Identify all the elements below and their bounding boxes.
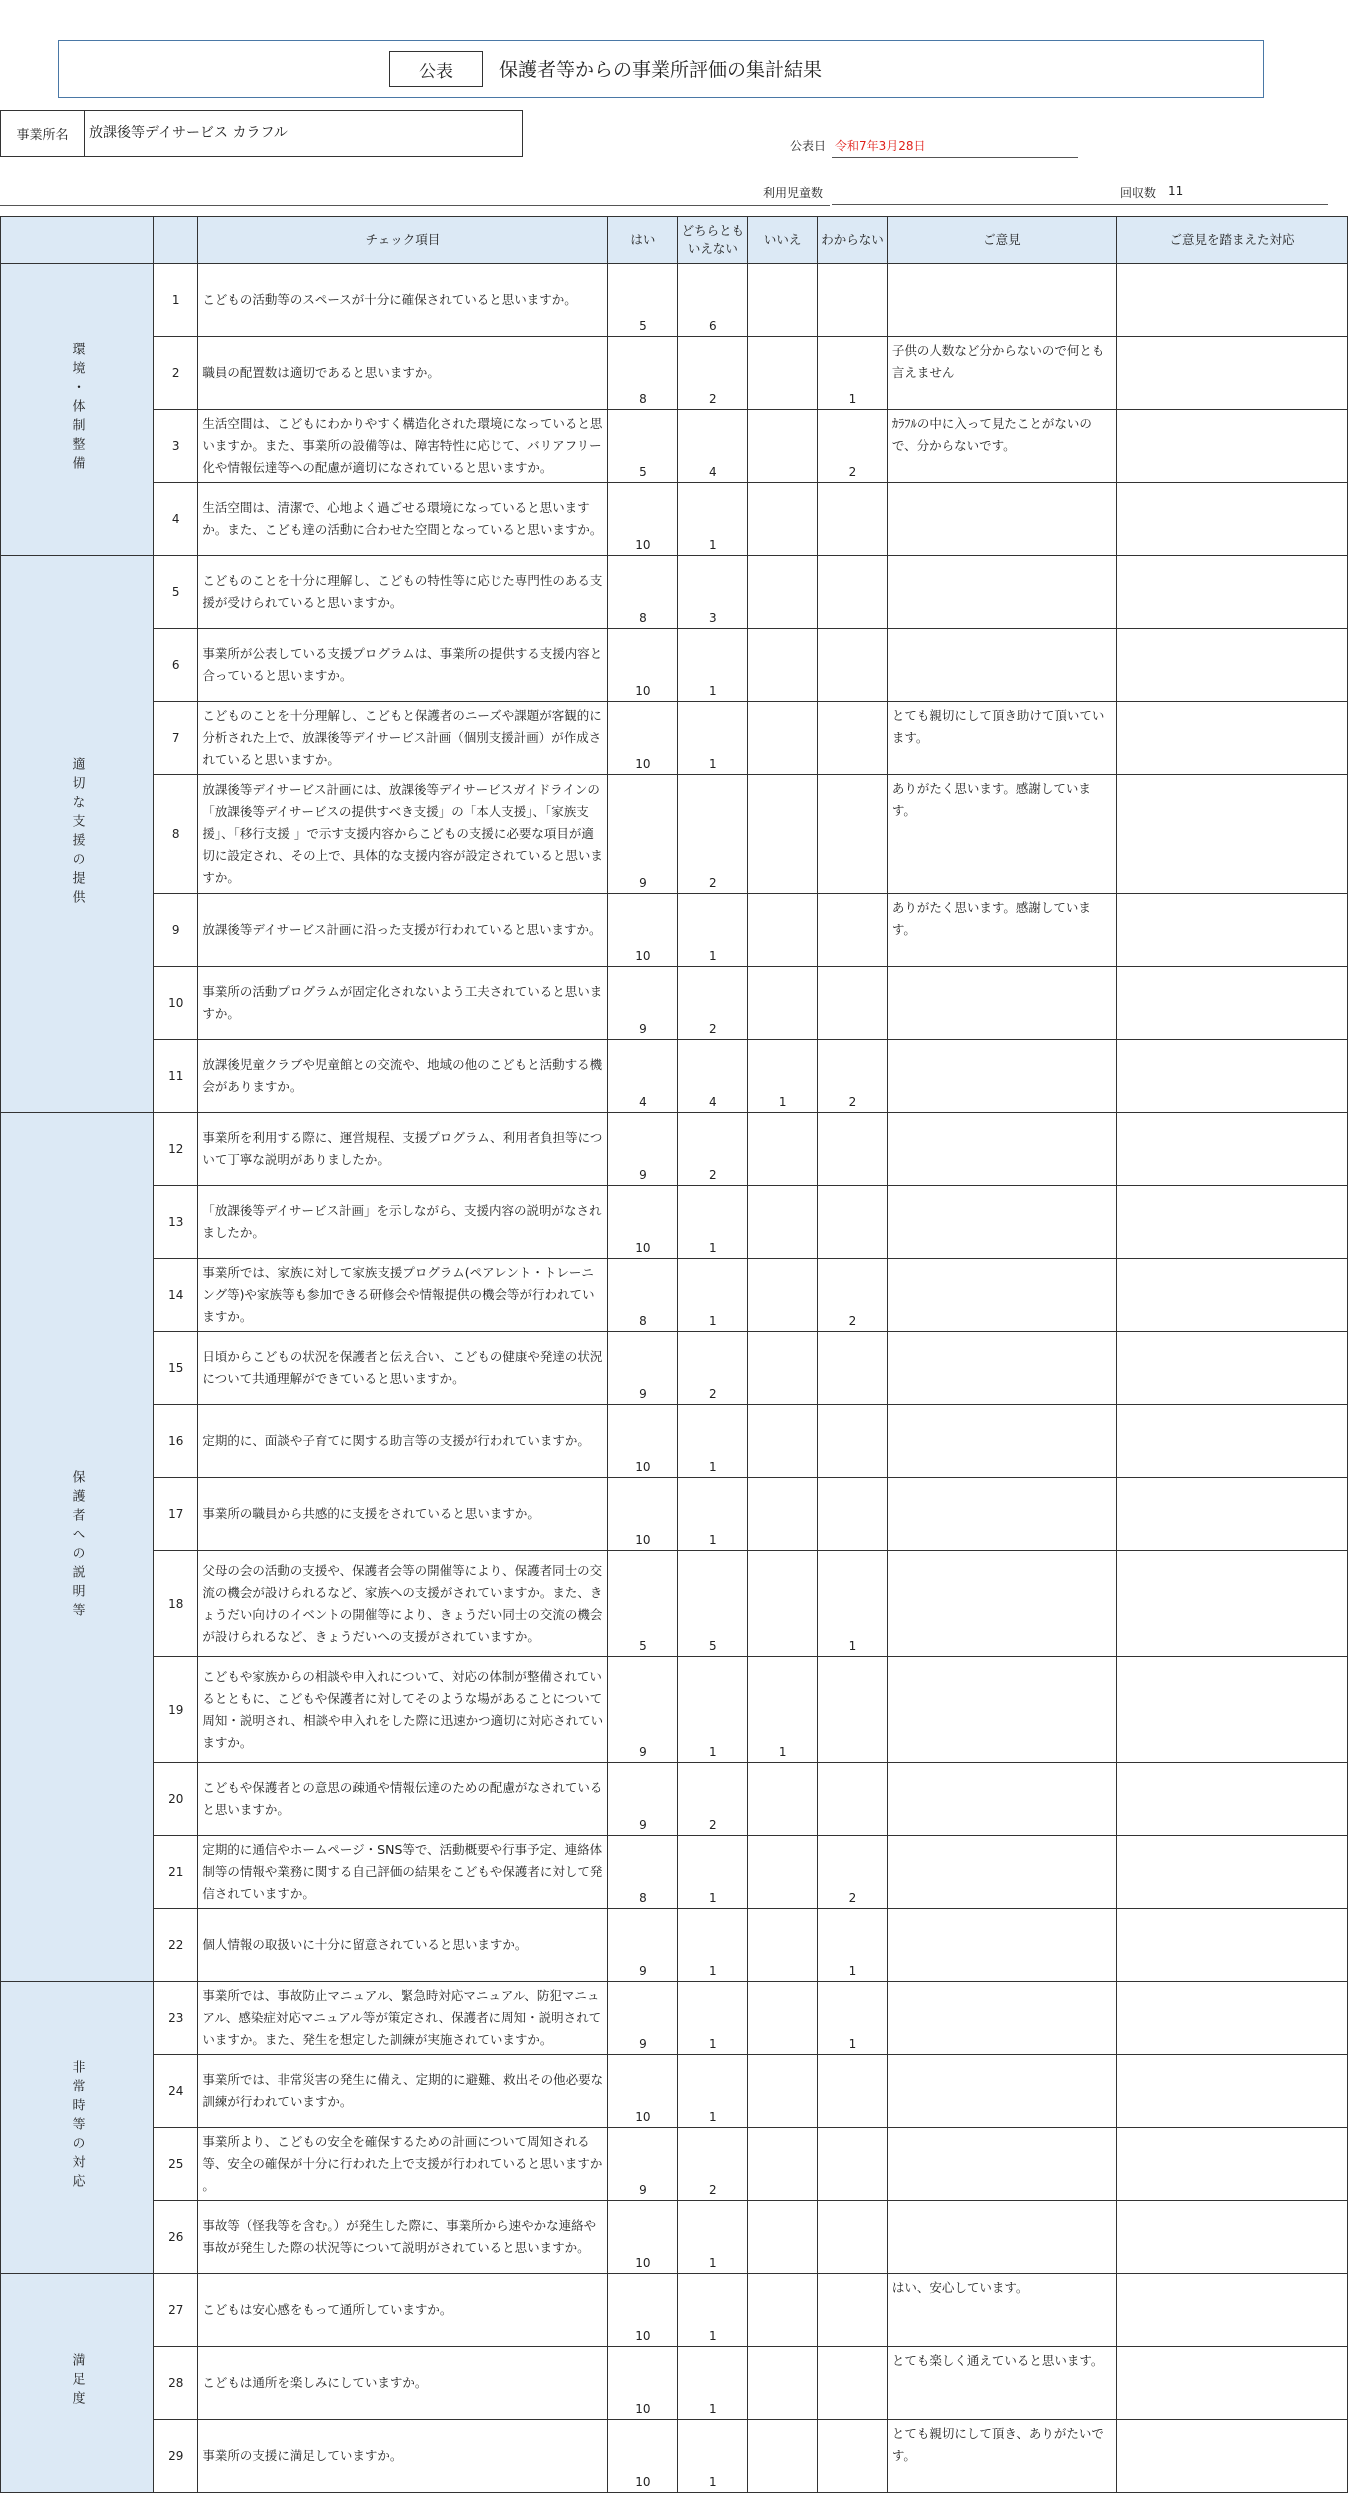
- opinion-text: [887, 629, 1116, 702]
- answer-no: [748, 702, 818, 775]
- opinion-text: [887, 1259, 1116, 1332]
- answer-unknown: [818, 894, 888, 967]
- opinion-text: ｶﾗﾌﾙの中に入って見たことがないので、分からないです。: [887, 410, 1116, 483]
- table-row: [1, 1186, 1348, 1259]
- item-number: 7: [154, 702, 198, 775]
- check-item-text: 放課後児童クラブや児童館との交流や、地域の他のこどもと活動する機会がありますか。: [198, 1040, 608, 1113]
- answer-neither: 1: [678, 1259, 748, 1332]
- item-number: 8: [154, 775, 198, 894]
- answer-yes: 5: [608, 1551, 678, 1657]
- category-label: 環境・体制整備: [69, 341, 85, 475]
- response-cell: [1116, 1551, 1347, 1657]
- table-row: [1, 1405, 1348, 1478]
- item-number: 9: [154, 894, 198, 967]
- opinion-text: [887, 1982, 1116, 2055]
- answer-unknown: [818, 1657, 888, 1763]
- table-row: [1, 1909, 1348, 1982]
- table-row: [1, 410, 1348, 483]
- answer-unknown: 2: [818, 1836, 888, 1909]
- answer-no: [748, 2128, 818, 2201]
- answer-no: [748, 1405, 818, 1478]
- answer-unknown: 1: [818, 1909, 888, 1982]
- opinion-text: 子供の人数など分からないので何とも言えません: [887, 337, 1116, 410]
- answer-no: [748, 483, 818, 556]
- answer-no: [748, 1332, 818, 1405]
- answer-neither: 2: [678, 337, 748, 410]
- item-number: 27: [154, 2274, 198, 2347]
- answer-unknown: [818, 2420, 888, 2493]
- answer-yes: 10: [608, 2420, 678, 2493]
- publication-date-label: 公表日: [790, 139, 827, 153]
- answer-yes: 10: [608, 2274, 678, 2347]
- response-cell: [1116, 1040, 1347, 1113]
- item-number: 22: [154, 1909, 198, 1982]
- answer-no: [748, 2055, 818, 2128]
- answer-unknown: [818, 1113, 888, 1186]
- item-number: 1: [154, 264, 198, 337]
- answer-unknown: [818, 2347, 888, 2420]
- answer-yes: 10: [608, 1478, 678, 1551]
- check-item-text: こどもや家族からの相談や申入れについて、対応の体制が整備されているとともに、こどもや保護者に対してそのような場があることについて周知・説明され、相談や申入れをした際に迅速かつ適切に対応されていますか。: [198, 1657, 608, 1763]
- response-cell: [1116, 2055, 1347, 2128]
- item-number: 28: [154, 2347, 198, 2420]
- table-row: [1, 337, 1348, 410]
- check-item-text: 生活空間は、こどもにわかりやすく構造化された環境になっていると思いますか。また、事業所の設備等は、障害特性に応じて、バリアフリー化や情報伝達等への配慮が適切になされていると思いますか。: [198, 410, 608, 483]
- response-cell: [1116, 967, 1347, 1040]
- answer-neither: 5: [678, 1551, 748, 1657]
- answer-no: [748, 1836, 818, 1909]
- answer-unknown: [818, 702, 888, 775]
- answer-no: [748, 1259, 818, 1332]
- opinion-text: [887, 1836, 1116, 1909]
- check-item-text: 事業所より、こどもの安全を確保するための計画について周知される等、安全の確保が十分に行われた上で支援が行われていると思いますか 。: [198, 2128, 608, 2201]
- table-row: [1, 2055, 1348, 2128]
- answer-yes: 9: [608, 1332, 678, 1405]
- opinion-text: [887, 264, 1116, 337]
- answer-unknown: [818, 775, 888, 894]
- table-row: [1, 775, 1348, 894]
- check-item-text: 事業所の支援に満足していますか。: [198, 2420, 608, 2493]
- answer-neither: 4: [678, 1040, 748, 1113]
- item-number: 2: [154, 337, 198, 410]
- item-number: 4: [154, 483, 198, 556]
- table-row: [1, 1982, 1348, 2055]
- answer-unknown: [818, 2128, 888, 2201]
- answer-yes: 8: [608, 1836, 678, 1909]
- opinion-text: [887, 967, 1116, 1040]
- answer-yes: 10: [608, 2347, 678, 2420]
- answer-no: [748, 556, 818, 629]
- answer-neither: 1: [678, 2420, 748, 2493]
- answer-neither: 6: [678, 264, 748, 337]
- opinion-text: ありがたく思います。感謝しています。: [887, 894, 1116, 967]
- answer-yes: 5: [608, 264, 678, 337]
- answer-no: 1: [748, 1657, 818, 1763]
- check-item-text: 事故等（怪我等を含む。）が発生した際に、事業所から速やかな連絡や事故が発生した際の状況等について説明がされていると思いますか。: [198, 2201, 608, 2274]
- item-number: 19: [154, 1657, 198, 1763]
- answer-neither: 1: [678, 1186, 748, 1259]
- header-neither-line1: どちらとも: [681, 223, 745, 238]
- response-cell: [1116, 264, 1347, 337]
- answer-neither: 2: [678, 2128, 748, 2201]
- header-opinion: ご意見: [887, 217, 1116, 264]
- answer-neither: 2: [678, 1332, 748, 1405]
- answer-unknown: [818, 1478, 888, 1551]
- answer-yes: 8: [608, 337, 678, 410]
- answer-unknown: 1: [818, 337, 888, 410]
- answer-neither: 1: [678, 1982, 748, 2055]
- table-row: [1, 1836, 1348, 1909]
- answer-neither: 1: [678, 629, 748, 702]
- check-item-text: こどものことを十分に理解し、こどもの特性等に応じた専門性のある支援が受けられていると思いますか。: [198, 556, 608, 629]
- answer-no: [748, 629, 818, 702]
- answer-no: [748, 1478, 818, 1551]
- opinion-text: [887, 1040, 1116, 1113]
- header-number-cell: [154, 217, 198, 264]
- category-cell: [1, 1982, 154, 2274]
- opinion-text: [887, 1657, 1116, 1763]
- header-unknown: わからない: [818, 217, 888, 264]
- publication-date-underline: [832, 157, 1078, 158]
- answer-yes: 4: [608, 1040, 678, 1113]
- header-neither-line2: いえない: [687, 241, 738, 256]
- answer-unknown: [818, 1405, 888, 1478]
- answer-yes: 10: [608, 2055, 678, 2128]
- item-number: 16: [154, 1405, 198, 1478]
- answer-unknown: [818, 2274, 888, 2347]
- answer-yes: 9: [608, 1982, 678, 2055]
- check-item-text: 職員の配置数は適切であると思いますか。: [198, 337, 608, 410]
- check-item-text: 「放課後等デイサービス計画」を示しながら、支援内容の説明がなされましたか。: [198, 1186, 608, 1259]
- response-cell: [1116, 556, 1347, 629]
- opinion-text: [887, 1478, 1116, 1551]
- category-cell: [1, 264, 154, 556]
- opinion-text: [887, 1909, 1116, 1982]
- answer-neither: 3: [678, 556, 748, 629]
- check-item-text: こどもの活動等のスペースが十分に確保されていると思いますか。: [198, 264, 608, 337]
- answer-no: 1: [748, 1040, 818, 1113]
- answer-neither: 1: [678, 483, 748, 556]
- answer-neither: 1: [678, 1657, 748, 1763]
- answer-neither: 1: [678, 2201, 748, 2274]
- page-title: 保護者等からの事業所評価の集計結果: [499, 59, 823, 81]
- table-row: [1, 2274, 1348, 2347]
- answer-no: [748, 1113, 818, 1186]
- answer-yes: 10: [608, 1186, 678, 1259]
- item-number: 14: [154, 1259, 198, 1332]
- response-cell: [1116, 1332, 1347, 1405]
- answer-neither: 1: [678, 2347, 748, 2420]
- item-number: 6: [154, 629, 198, 702]
- header-no: いいえ: [748, 217, 818, 264]
- item-number: 29: [154, 2420, 198, 2493]
- answer-unknown: [818, 967, 888, 1040]
- answer-unknown: [818, 1763, 888, 1836]
- answer-unknown: [818, 264, 888, 337]
- table-row: [1, 894, 1348, 967]
- answer-no: [748, 1982, 818, 2055]
- table-row: [1, 1478, 1348, 1551]
- answer-yes: 9: [608, 1763, 678, 1836]
- answer-unknown: 1: [818, 1982, 888, 2055]
- category-label: 適切な支援の提供: [69, 756, 85, 909]
- evaluation-table: [0, 216, 1348, 2493]
- table-row: [1, 702, 1348, 775]
- check-item-text: 事業所の活動プログラムが固定化されないよう工夫されていると思いますか。: [198, 967, 608, 1040]
- header-response: ご意見を踏まえた対応: [1116, 217, 1347, 264]
- answer-unknown: 1: [818, 1551, 888, 1657]
- check-item-text: 事業所が公表している支援プログラムは、事業所の提供する支援内容と合っていると思いますか。: [198, 629, 608, 702]
- answer-unknown: 2: [818, 1259, 888, 1332]
- answer-no: [748, 410, 818, 483]
- response-count-label: 回収数: [1120, 186, 1157, 200]
- response-cell: [1116, 410, 1347, 483]
- answer-yes: 9: [608, 967, 678, 1040]
- response-cell: [1116, 1657, 1347, 1763]
- answer-yes: 9: [608, 2128, 678, 2201]
- answer-unknown: 2: [818, 410, 888, 483]
- answer-no: [748, 337, 818, 410]
- table-row: [1, 629, 1348, 702]
- check-item-text: 父母の会の活動の支援や、保護者会等の開催等により、保護者同士の交流の機会が設けられるなど、家族への支援がされていますか。また、きょうだい向けのイベントの開催等により、きょうだい同士の交流の機会が設けられるなど、きょうだいへの支援がされていますか。: [198, 1551, 608, 1657]
- table-row: [1, 1551, 1348, 1657]
- answer-unknown: [818, 2055, 888, 2128]
- item-number: 3: [154, 410, 198, 483]
- response-cell: [1116, 1405, 1347, 1478]
- answer-unknown: 2: [818, 1040, 888, 1113]
- opinion-text: ありがたく思います。感謝しています。: [887, 775, 1116, 894]
- table-row: [1, 2128, 1348, 2201]
- opinion-text: [887, 1332, 1116, 1405]
- table-row: [1, 1657, 1348, 1763]
- answer-neither: 2: [678, 775, 748, 894]
- answer-yes: 5: [608, 410, 678, 483]
- response-cell: [1116, 629, 1347, 702]
- opinion-text: [887, 1551, 1116, 1657]
- response-cell: [1116, 2128, 1347, 2201]
- header-yes: はい: [608, 217, 678, 264]
- check-item-text: 放課後等デイサービス計画に沿った支援が行われていると思いますか。: [198, 894, 608, 967]
- item-number: 20: [154, 1763, 198, 1836]
- response-cell: [1116, 1836, 1347, 1909]
- item-number: 15: [154, 1332, 198, 1405]
- check-item-text: 事業所では、事故防止マニュアル、緊急時対応マニュアル、防犯マニュアル、感染症対応マニュアル等が策定され、保護者に周知・説明されていますか。また、発生を想定した訓練が実施されていますか。: [198, 1982, 608, 2055]
- check-item-text: 事業所では、非常災害の発生に備え、定期的に避難、救出その他必要な訓練が行われていますか。: [198, 2055, 608, 2128]
- check-item-text: 定期的に、面談や子育てに関する助言等の支援が行われていますか。: [198, 1405, 608, 1478]
- answer-yes: 10: [608, 894, 678, 967]
- response-cell: [1116, 1113, 1347, 1186]
- answer-neither: 2: [678, 967, 748, 1040]
- opinion-text: [887, 1763, 1116, 1836]
- answer-yes: 9: [608, 775, 678, 894]
- answer-neither: 2: [678, 1113, 748, 1186]
- response-cell: [1116, 2201, 1347, 2274]
- answer-neither: 4: [678, 410, 748, 483]
- answer-neither: 1: [678, 1405, 748, 1478]
- answer-neither: 1: [678, 702, 748, 775]
- answer-neither: 1: [678, 2055, 748, 2128]
- answer-unknown: [818, 629, 888, 702]
- answer-yes: 10: [608, 702, 678, 775]
- response-cell: [1116, 1982, 1347, 2055]
- table-row: [1, 1040, 1348, 1113]
- answer-yes: 10: [608, 1405, 678, 1478]
- item-number: 13: [154, 1186, 198, 1259]
- item-number: 10: [154, 967, 198, 1040]
- category-label: 非常時等の対応: [69, 2059, 85, 2193]
- answer-no: [748, 2420, 818, 2493]
- category-label: 満足度: [69, 2353, 85, 2410]
- children-count-label: 利用児童数: [763, 186, 824, 200]
- answer-unknown: [818, 1186, 888, 1259]
- item-number: 5: [154, 556, 198, 629]
- item-number: 24: [154, 2055, 198, 2128]
- answer-no: [748, 967, 818, 1040]
- response-cell: [1116, 2420, 1347, 2493]
- response-cell: [1116, 702, 1347, 775]
- answer-yes: 10: [608, 483, 678, 556]
- response-cell: [1116, 2347, 1347, 2420]
- office-box: [0, 110, 523, 157]
- response-cell: [1116, 483, 1347, 556]
- table-row: [1, 1763, 1348, 1836]
- title-box: [58, 40, 1264, 98]
- category-cell: [1, 1113, 154, 1982]
- answer-no: [748, 775, 818, 894]
- answer-no: [748, 264, 818, 337]
- children-count-underline: [832, 204, 1328, 205]
- response-cell: [1116, 1763, 1347, 1836]
- table-row: [1, 264, 1348, 337]
- opinion-text: とても楽しく通えていると思います。: [887, 2347, 1116, 2420]
- item-number: 12: [154, 1113, 198, 1186]
- table-row: [1, 556, 1348, 629]
- answer-unknown: [818, 483, 888, 556]
- answer-yes: 9: [608, 1113, 678, 1186]
- check-item-text: 事業所の職員から共感的に支援をされていると思いますか。: [198, 1478, 608, 1551]
- check-item-text: こどもや保護者との意思の疎通や情報伝達のための配慮がなされていると思いますか。: [198, 1763, 608, 1836]
- check-item-text: 個人情報の取扱いに十分に留意されていると思いますか。: [198, 1909, 608, 1982]
- answer-unknown: [818, 2201, 888, 2274]
- check-item-text: こどものことを十分理解し、こどもと保護者のニーズや課題が客観的に分析された上で、放課後等デイサービス計画（個別支援計画）が作成されていると思いますか。: [198, 702, 608, 775]
- answer-unknown: [818, 1332, 888, 1405]
- header-category-cell: [1, 217, 154, 264]
- answer-no: [748, 1186, 818, 1259]
- table-header-row: [1, 217, 1348, 264]
- opinion-text: [887, 556, 1116, 629]
- answer-yes: 9: [608, 1909, 678, 1982]
- answer-no: [748, 1551, 818, 1657]
- check-item-text: 事業所を利用する際に、運営規程、支援プログラム、利用者負担等について丁寧な説明がありましたか。: [198, 1113, 608, 1186]
- answer-yes: 8: [608, 556, 678, 629]
- table-row: [1, 2201, 1348, 2274]
- answer-neither: 2: [678, 1763, 748, 1836]
- answer-yes: 10: [608, 629, 678, 702]
- answer-no: [748, 2274, 818, 2347]
- answer-yes: 8: [608, 1259, 678, 1332]
- response-cell: [1116, 775, 1347, 894]
- publication-date: 令和7年3月28日: [835, 139, 926, 153]
- header-check-item: チェック項目: [198, 217, 608, 264]
- item-number: 26: [154, 2201, 198, 2274]
- category-label: 保護者への説明等: [69, 1469, 85, 1622]
- response-cell: [1116, 894, 1347, 967]
- opinion-text: [887, 1186, 1116, 1259]
- opinion-text: [887, 2201, 1116, 2274]
- table-row: [1, 2420, 1348, 2493]
- response-count: 11: [1168, 184, 1184, 198]
- check-item-text: 事業所では、家族に対して家族支援プログラム(ペアレント・トレーニング等)や家族等も参加できる研修会や情報提供の機会等が行われていますか。: [198, 1259, 608, 1332]
- response-cell: [1116, 1909, 1347, 1982]
- check-item-text: 定期的に通信やホームページ・SNS等で、活動概要や行事予定、連絡体制等の情報や業務に関する自己評価の結果をこどもや保護者に対して発信されていますか。: [198, 1836, 608, 1909]
- header-rule: [0, 205, 830, 206]
- item-number: 18: [154, 1551, 198, 1657]
- opinion-text: とても親切にして頂き、ありがたいです。: [887, 2420, 1116, 2493]
- opinion-text: [887, 1405, 1116, 1478]
- publication-badge: 公表: [389, 51, 483, 87]
- answer-yes: 10: [608, 2201, 678, 2274]
- opinion-text: はい、安心しています。: [887, 2274, 1116, 2347]
- answer-no: [748, 2347, 818, 2420]
- item-number: 11: [154, 1040, 198, 1113]
- category-cell: [1, 556, 154, 1113]
- item-number: 23: [154, 1982, 198, 2055]
- answer-neither: 1: [678, 1909, 748, 1982]
- check-item-text: こどもは通所を楽しみにしていますか。: [198, 2347, 608, 2420]
- answer-neither: 1: [678, 894, 748, 967]
- item-number: 25: [154, 2128, 198, 2201]
- response-cell: [1116, 337, 1347, 410]
- response-cell: [1116, 1259, 1347, 1332]
- opinion-text: とても親切にして頂き助けて頂いています。: [887, 702, 1116, 775]
- answer-neither: 1: [678, 1836, 748, 1909]
- opinion-text: [887, 1113, 1116, 1186]
- opinion-text: [887, 2128, 1116, 2201]
- office-label: 事業所名: [1, 111, 85, 156]
- answer-unknown: [818, 556, 888, 629]
- response-cell: [1116, 1186, 1347, 1259]
- answer-no: [748, 1763, 818, 1836]
- table-row: [1, 967, 1348, 1040]
- table-row: [1, 1332, 1348, 1405]
- answer-yes: 9: [608, 1657, 678, 1763]
- answer-no: [748, 894, 818, 967]
- office-name: 放課後等デイサービス カラフル: [89, 125, 288, 141]
- answer-neither: 1: [678, 2274, 748, 2347]
- table-row: [1, 2347, 1348, 2420]
- header-neither: [678, 217, 748, 264]
- check-item-text: 生活空間は、清潔で、心地よく過ごせる環境になっていると思いますか。また、こども達の活動に合わせた空間となっていると思いますか。: [198, 483, 608, 556]
- answer-neither: 1: [678, 1478, 748, 1551]
- check-item-text: 放課後等デイサービス計画には、放課後等デイサービスガイドラインの「放課後等デイサービスの提供すべき支援」の「本人支援」、「家族支援」、「移行支援 」で示す支援内容からこどもの支援に必要な項目が適切に設定され、その上で、具体的な支援内容が設定されていると思いますか。: [198, 775, 608, 894]
- check-item-text: こどもは安心感をもって通所していますか。: [198, 2274, 608, 2347]
- answer-no: [748, 1909, 818, 1982]
- table-row: [1, 483, 1348, 556]
- opinion-text: [887, 483, 1116, 556]
- table-row: [1, 1113, 1348, 1186]
- response-cell: [1116, 1478, 1347, 1551]
- opinion-text: [887, 2055, 1116, 2128]
- table-row: [1, 1259, 1348, 1332]
- item-number: 17: [154, 1478, 198, 1551]
- category-cell: [1, 2274, 154, 2493]
- item-number: 21: [154, 1836, 198, 1909]
- response-cell: [1116, 2274, 1347, 2347]
- check-item-text: 日頃からこどもの状況を保護者と伝え合い、こどもの健康や発達の状況について共通理解ができていると思いますか。: [198, 1332, 608, 1405]
- answer-no: [748, 2201, 818, 2274]
